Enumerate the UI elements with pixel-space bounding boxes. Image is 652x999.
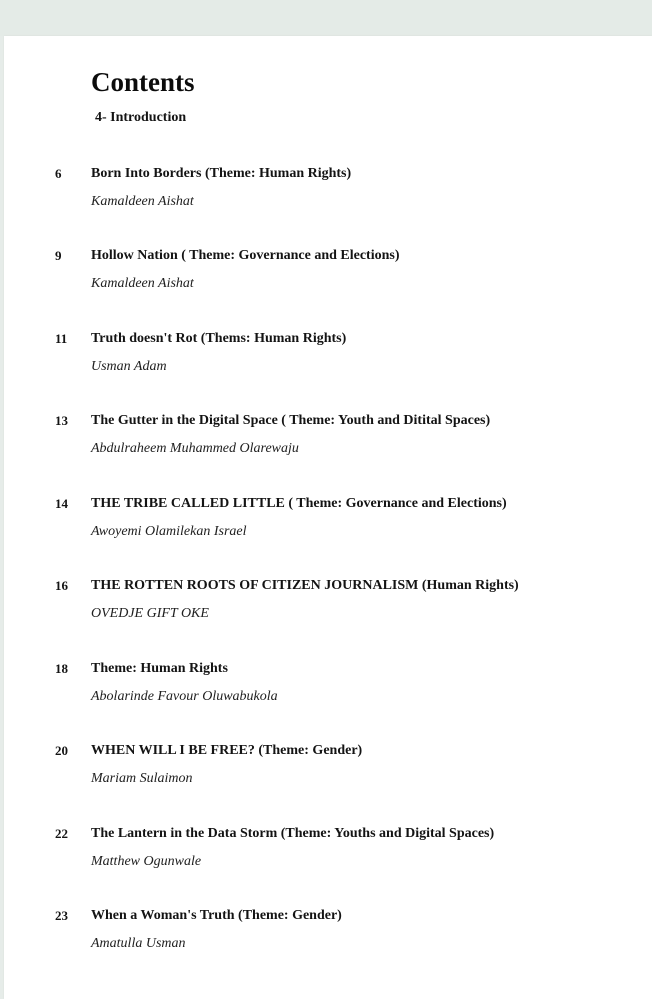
- toc-entry: [4, 825, 652, 885]
- toc-entry-page: 20: [55, 743, 68, 758]
- toc-entry-author: Kamaldeen Aishat: [91, 276, 194, 291]
- toc-entry-title: The Gutter in the Digital Space ( Theme: Youth and Ditital Spaces): [91, 413, 491, 428]
- toc-entry: [4, 165, 652, 225]
- toc-entry-author: Kamaldeen Aishat: [91, 194, 194, 209]
- toc-entry-page: 18: [55, 661, 68, 676]
- toc-entry-page: 9: [55, 248, 62, 263]
- toc-entry-title: Truth doesn't Rot (Thems: Human Rights): [91, 331, 347, 346]
- toc-entry: [4, 412, 652, 472]
- viewer-top-bar: [0, 0, 652, 36]
- toc-entry-title: THE ROTTEN ROOTS OF CITIZEN JOURNALISM (Human Rights): [91, 578, 519, 593]
- document-page: [4, 36, 652, 999]
- toc-entry: [4, 660, 652, 720]
- toc-entry-author: Mariam Sulaimon: [91, 771, 193, 786]
- toc-entry-author: Usman Adam: [91, 359, 167, 374]
- introduction-entry: 4- Introduction: [95, 110, 187, 125]
- toc-entry-author: Abdulraheem Muhammed Olarewaju: [91, 441, 299, 456]
- toc-entry: [4, 247, 652, 307]
- toc-entry-page: 13: [55, 413, 68, 428]
- toc-entry-page: 16: [55, 578, 68, 593]
- toc-entry-title: Theme: Human Rights: [91, 661, 228, 676]
- toc-entry: [4, 495, 652, 555]
- toc-entry: [4, 907, 652, 967]
- toc-entry-page: 14: [55, 496, 68, 511]
- toc-entry-title: Hollow Nation ( Theme: Governance and Elections): [91, 248, 400, 263]
- toc-entry-title: Born Into Borders (Theme: Human Rights): [91, 166, 352, 181]
- toc-entry-author: Awoyemi Olamilekan Israel: [91, 524, 247, 539]
- toc-entry-page: 6: [55, 166, 62, 181]
- toc-entry: [4, 742, 652, 802]
- toc-entry-author: Abolarinde Favour Oluwabukola: [91, 689, 278, 704]
- contents-title: Contents: [91, 67, 195, 97]
- toc-entry-page: 23: [55, 908, 68, 923]
- toc-entry-author: OVEDJE GIFT OKE: [91, 606, 209, 621]
- toc-entry-page: 11: [55, 331, 68, 346]
- toc-entry: [4, 577, 652, 637]
- toc-entry-title: When a Woman's Truth (Theme: Gender): [91, 908, 342, 923]
- toc-entry-title: THE TRIBE CALLED LITTLE ( Theme: Governance and Elections): [91, 496, 507, 511]
- toc-entry-author: Matthew Ogunwale: [91, 854, 202, 869]
- toc-entry-title: The Lantern in the Data Storm (Theme: Youths and Digital Spaces): [91, 826, 495, 841]
- toc-entry-title: WHEN WILL I BE FREE? (Theme: Gender): [91, 743, 363, 758]
- toc-entry-author: Amatulla Usman: [91, 936, 186, 951]
- toc-entry-page: 22: [55, 826, 68, 841]
- toc-entry: [4, 330, 652, 390]
